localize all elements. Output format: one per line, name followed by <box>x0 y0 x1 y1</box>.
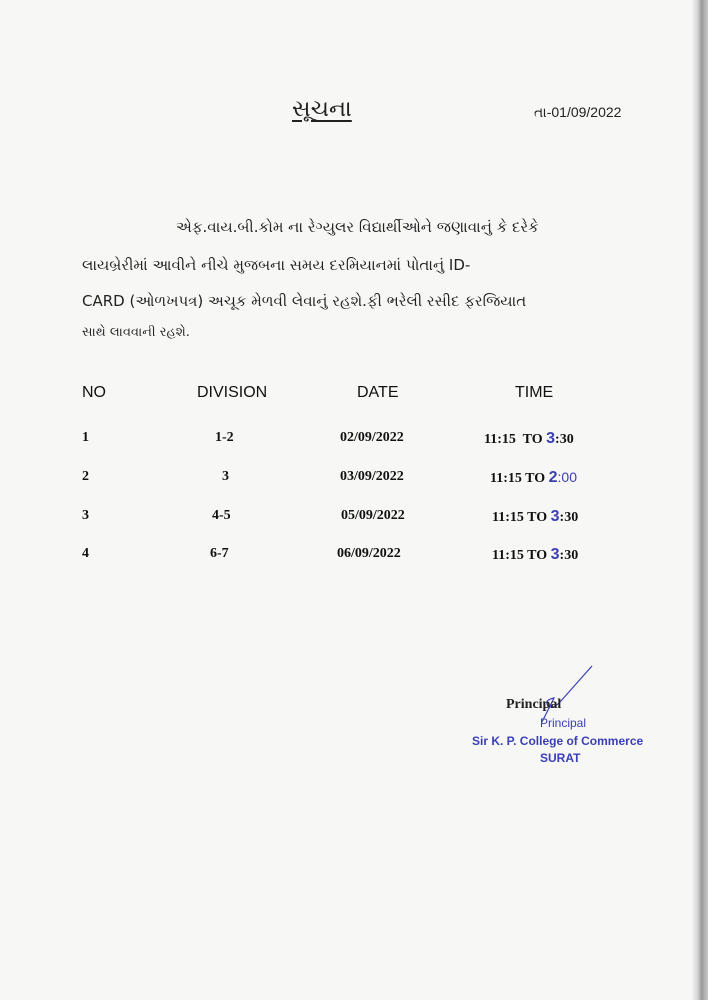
time-end-min: :30 <box>559 510 579 525</box>
stamp-title: Principal <box>540 716 587 730</box>
stamp-college: Sir K. P. College of Commerce <box>472 734 644 748</box>
header-division: DIVISION <box>197 384 268 401</box>
cell-time <box>490 469 577 487</box>
time-start: 11:15 TO <box>484 432 543 447</box>
time-end-min: :00 <box>557 469 577 485</box>
header-time: TIME <box>515 384 554 401</box>
cell-no: 4 <box>82 546 89 561</box>
cell-division: 1-2 <box>215 430 234 445</box>
cell-no: 3 <box>82 508 89 523</box>
paragraph-line: સાથે લાવવાની રહશે. <box>82 325 190 340</box>
principal-signature: Principal <box>506 697 562 712</box>
scan-edge <box>692 0 708 1000</box>
paragraph-line: એફ.વાય.બી.કોમ ના રેગ્યુલર વિદ્યાર્થીઓને જણાવાનું કે દરેકે <box>176 218 539 236</box>
notice-title: સૂચના <box>292 96 352 122</box>
cell-time <box>484 430 574 448</box>
cell-no: 1 <box>82 430 89 445</box>
time-end-hour: 3 <box>550 546 560 563</box>
time-end-hour: 2 <box>548 469 558 486</box>
cell-date: 05/09/2022 <box>341 508 405 523</box>
cell-time <box>492 508 578 526</box>
cell-division: 3 <box>222 469 229 484</box>
time-end-hour: 3 <box>546 430 556 447</box>
paragraph-line: લાયબ્રેરીમાં આવીને નીચે મુજબના સમય દરમિયાનમાં પોતાનું ID- <box>82 256 471 274</box>
time-start: 11:15 TO <box>492 548 548 563</box>
time-end-hour: 3 <box>550 508 560 525</box>
cell-no: 2 <box>82 469 89 484</box>
time-end-min: :30 <box>559 548 579 563</box>
time-start: 11:15 TO <box>492 510 548 525</box>
time-end-min: :30 <box>555 432 574 447</box>
time-start: 11:15 TO <box>490 471 546 486</box>
cell-division: 4-5 <box>212 508 231 523</box>
cell-date: 03/09/2022 <box>340 469 404 484</box>
notice-date: તા-01/09/2022 <box>534 104 622 120</box>
header-no: NO <box>82 384 106 401</box>
header-date: DATE <box>357 384 399 401</box>
cell-division: 6-7 <box>210 546 229 561</box>
stamp-city: SURAT <box>540 751 581 765</box>
cell-time <box>492 546 578 564</box>
cell-date: 02/09/2022 <box>340 430 404 445</box>
cell-date: 06/09/2022 <box>337 546 401 561</box>
paragraph-line: CARD (ઓળખપત્ર) અચૂક મેળવી લેવાનું રહશે.ફી ભરેલી રસીદ ફરજિયાત <box>82 292 527 310</box>
